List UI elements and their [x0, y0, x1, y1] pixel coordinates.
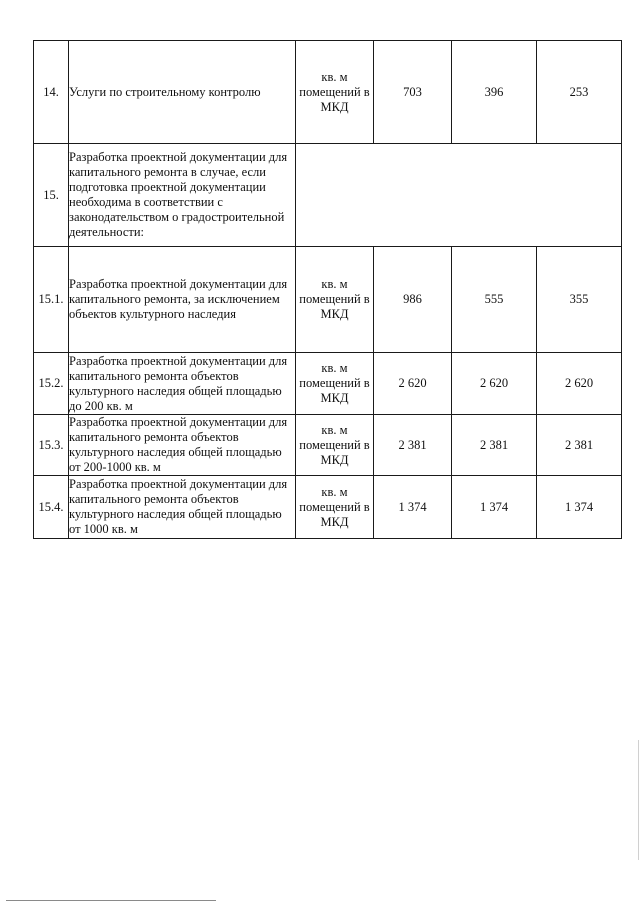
table-row — [34, 247, 622, 353]
row-value: 555 — [452, 247, 537, 353]
row-value: 986 — [374, 247, 452, 353]
row-number: 15.3. — [34, 415, 69, 476]
row-description: Услуги по строительному контролю — [69, 41, 296, 144]
row-value: 2 381 — [537, 415, 622, 476]
table-row — [34, 476, 622, 539]
table-row — [34, 144, 622, 247]
row-number: 14. — [34, 41, 69, 144]
row-unit: кв. м помещений в МКД — [296, 415, 374, 476]
row-description: Разработка проектной документации для капитального ремонта объектов культурного наследия общей площадью от 1000 кв. м — [69, 476, 296, 539]
row-value: 1 374 — [452, 476, 537, 539]
table-row — [34, 41, 622, 144]
row-number: 15.4. — [34, 476, 69, 539]
row-number: 15.2. — [34, 353, 69, 415]
table-row — [34, 415, 622, 476]
merged-empty-cell — [296, 144, 622, 247]
table-row — [34, 353, 622, 415]
row-value: 1 374 — [537, 476, 622, 539]
row-number: 15.1. — [34, 247, 69, 353]
row-description: Разработка проектной документации для капитального ремонта, за исключением объектов культурного наследия — [69, 247, 296, 353]
row-value: 1 374 — [374, 476, 452, 539]
row-description: Разработка проектной документации для капитального ремонта объектов культурного наследия общей площадью от 200-1000 кв. м — [69, 415, 296, 476]
row-number: 15. — [34, 144, 69, 247]
row-value: 355 — [537, 247, 622, 353]
scan-edge-mark — [638, 740, 639, 860]
row-unit: кв. м помещений в МКД — [296, 353, 374, 415]
row-value: 253 — [537, 41, 622, 144]
row-description: Разработка проектной документации для капитального ремонта в случае, если подготовка проектной документации необходима в соответствии с законодательством о градостроительной деятельности: — [69, 144, 296, 247]
scan-bottom-rule — [6, 900, 216, 901]
row-value: 2 381 — [374, 415, 452, 476]
row-unit: кв. м помещений в МКД — [296, 476, 374, 539]
row-value: 2 381 — [452, 415, 537, 476]
row-value: 703 — [374, 41, 452, 144]
row-value: 2 620 — [452, 353, 537, 415]
row-value: 396 — [452, 41, 537, 144]
row-value: 2 620 — [537, 353, 622, 415]
row-unit: кв. м помещений в МКД — [296, 247, 374, 353]
row-unit: кв. м помещений в МКД — [296, 41, 374, 144]
rates-table — [33, 40, 622, 539]
row-value: 2 620 — [374, 353, 452, 415]
row-description: Разработка проектной документации для капитального ремонта объектов культурного наследия общей площадью до 200 кв. м — [69, 353, 296, 415]
